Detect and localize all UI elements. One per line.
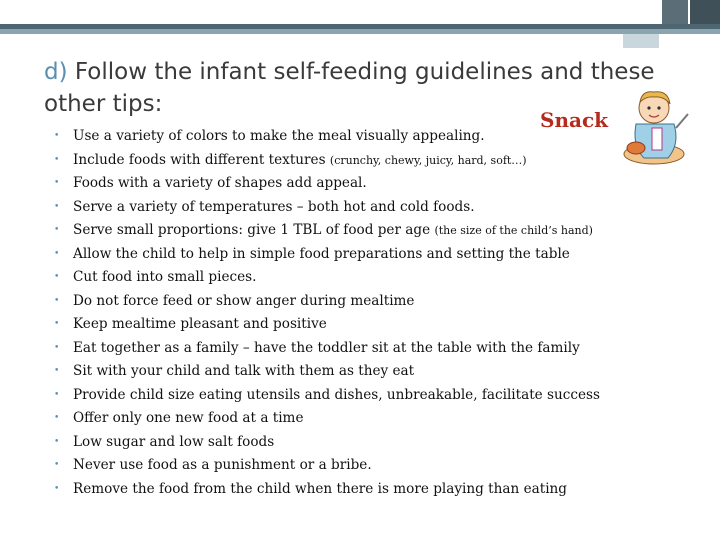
tip-text: Include foods with different textures (73, 151, 330, 168)
tip-text: Remove the food from the child when there is more playing than eating (73, 480, 567, 497)
title-text: Follow the infant self-feeding guidelines and these other tips: (44, 59, 655, 117)
slide-header-band (0, 0, 720, 26)
tip-text: Serve small proportions: give 1 TBL of food per age (73, 222, 435, 238)
tips-list (50, 125, 690, 501)
tip-item (50, 313, 690, 337)
tip-item (50, 125, 690, 149)
bullet-icon: • (54, 248, 60, 259)
tip-item (50, 407, 690, 431)
tip-text: Cut food into small pieces. (73, 269, 257, 285)
tip-item (50, 431, 690, 455)
bullet-icon: • (54, 483, 60, 494)
tip-item (50, 384, 690, 408)
tip-text: Sit with your child and talk with them as they eat (73, 363, 415, 379)
tip-item (50, 172, 690, 196)
tip-item (50, 266, 690, 290)
bullet-icon: • (54, 436, 60, 447)
tip-item (50, 243, 690, 267)
tip-text: Provide child size eating utensils and dishes, unbreakable, facilitate success (73, 386, 600, 403)
bullet-icon: • (54, 131, 60, 141)
tip-item (50, 219, 690, 243)
tip-item (50, 478, 690, 502)
bullet-icon: • (54, 154, 60, 165)
tip-item (50, 290, 690, 314)
header-square-2 (690, 0, 720, 24)
tip-item (50, 360, 690, 384)
tip-text: Low sugar and low salt foods (73, 433, 275, 450)
snack-label: Snack (540, 108, 608, 132)
bullet-icon: • (54, 366, 60, 376)
bullet-icon: • (54, 178, 60, 188)
tip-note: (the size of the child’s hand) (434, 224, 593, 237)
tip-text: Use a variety of colors to make the meal visually appealing. (73, 128, 485, 144)
header-square-1 (662, 0, 688, 24)
header-accent-block (623, 34, 659, 48)
bullet-icon: • (54, 201, 60, 212)
tip-text: Offer only one new food at a time (73, 410, 304, 426)
tip-text: Foods with a variety of shapes add appeal. (73, 175, 367, 191)
title-prefix: d) (44, 59, 68, 85)
bullet-icon: • (54, 225, 60, 235)
bullet-icon: • (54, 272, 60, 282)
tip-item (50, 149, 690, 173)
bullet-icon: • (54, 460, 60, 470)
bullet-icon: • (54, 413, 60, 423)
tip-text: Do not force feed or show anger during mealtime (73, 292, 415, 309)
tip-text: Eat together as a family – have the toddler sit at the table with the family (73, 339, 580, 356)
tip-item (50, 454, 690, 478)
tip-text: Allow the child to help in simple food preparations and setting the table (73, 245, 570, 262)
bullet-icon: • (54, 389, 60, 400)
tip-text: Never use food as a punishment or a bribe. (73, 457, 372, 473)
header-stripe-light (0, 29, 720, 34)
tip-text: Serve a variety of temperatures – both hot and cold foods. (73, 198, 475, 215)
tip-item (50, 196, 690, 220)
tip-note: (crunchy, chewy, juicy, hard, soft…) (329, 153, 527, 167)
tip-item (50, 337, 690, 361)
bullet-icon: • (54, 342, 60, 353)
bullet-icon: • (54, 319, 60, 329)
bullet-icon: • (54, 295, 60, 306)
tip-text: Keep mealtime pleasant and positive (73, 316, 327, 332)
